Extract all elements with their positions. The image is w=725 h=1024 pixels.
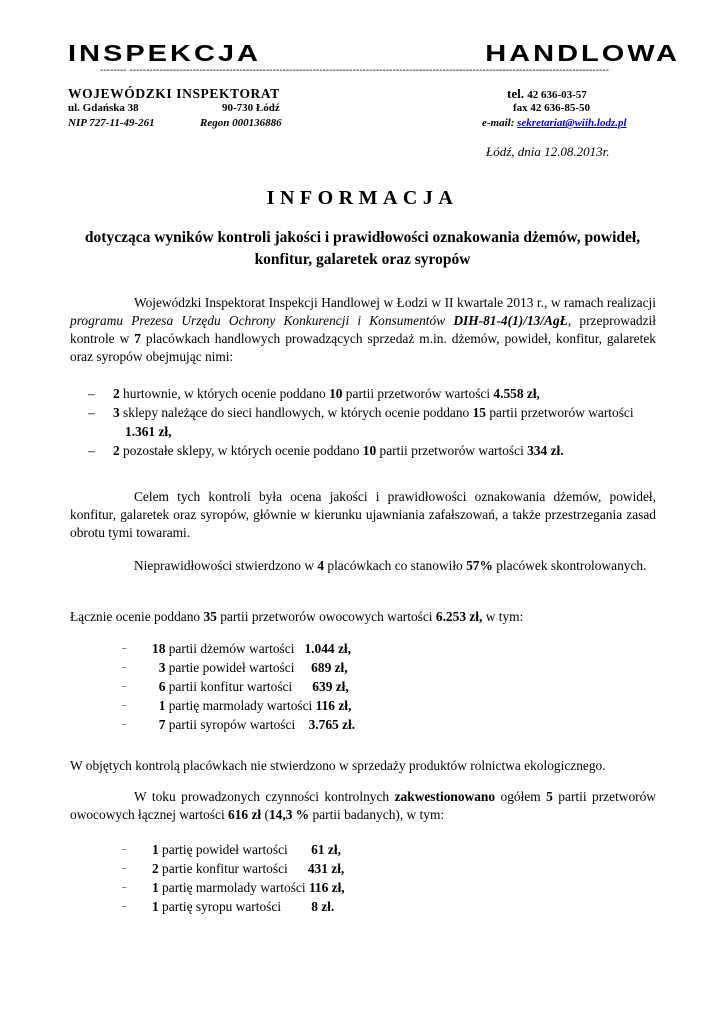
document-date: Łódź, dnia 12.08.2013r. (486, 144, 610, 159)
dash-marker: – (122, 700, 127, 710)
item-count: 7 (152, 717, 166, 732)
dash-marker: – (122, 662, 127, 672)
outlet-text: partii przetworów wartości (342, 386, 494, 401)
item-value: 8 zł. (311, 899, 335, 914)
program-code: DIH-81-4(1)/13/AgŁ (453, 313, 568, 328)
item-count: 1 (152, 880, 159, 895)
total-text-b: partii przetworów owocowych wartości (216, 609, 436, 624)
dash-marker: – (122, 863, 127, 873)
outlet-parts: 10 (329, 386, 343, 401)
item-value: 116 zł, (308, 880, 345, 895)
questioned-text-c: partii przetworów owocowych łącznej wartości (70, 789, 656, 822)
program-name: programu Prezesa Urzędu Ochrony Konkurencji i Konsumentów (70, 313, 446, 328)
dash-marker: – (88, 386, 95, 401)
dash-marker: – (122, 681, 127, 691)
logo-inspekcja-handlowa (68, 40, 680, 67)
item-label: partię marmolady wartości (165, 698, 316, 713)
outlet-count: 7 (134, 331, 141, 346)
total-text-a: Łącznie ocenie poddano (70, 609, 204, 624)
questioned-value: 616 zł (228, 807, 262, 822)
item-count: 1 (152, 698, 166, 713)
dash-marker: – (122, 844, 127, 854)
list-item (122, 878, 345, 897)
outlet-text: sklepy należące do sieci handlowych, w których ocenie poddano (119, 405, 473, 420)
outlet-parts: 10 (362, 443, 377, 458)
outlet-text: partii przetworów wartości (376, 443, 528, 458)
telephone (507, 86, 587, 102)
outlet-text: partii przetworów wartości (485, 405, 634, 420)
item-label: partię marmolady wartości (158, 880, 309, 895)
questioned-text-d: ( (261, 807, 269, 822)
questioned-word: zakwestionowano (394, 789, 496, 804)
questioned-percent: 14,3 % (268, 807, 310, 822)
irregularities-text-b: placówkach co stanowiło (324, 558, 467, 573)
outlet-text: hurtownie, w których ocenie poddano (119, 386, 330, 401)
intro-text-b: , przeprowadził kontrole w (70, 313, 656, 346)
street-address: ul. Gdańska 38 (68, 102, 139, 114)
item-label: partię powideł wartości (158, 842, 312, 857)
outlet-value: 4.558 zł, (493, 386, 540, 401)
nip-number: NIP 727-11-49-261 (68, 117, 155, 129)
item-label: partie konfitur wartości (158, 861, 308, 876)
fax-number: fax 42 636-85-50 (513, 102, 590, 114)
paragraph-purpose: Celem tych kontroli była ocena jakości i prawidłowości oznakowania dżemów, powideł, konfitur, galaretek oraz syropów, głównie w kierunku ujawniania zafałszowań, a także przestrzegania zasad obrotu tymi towarami. (70, 489, 656, 540)
irregularities-text-c: placówek skontrolowanych. (492, 558, 647, 573)
list-item (122, 897, 345, 916)
item-label: partie powideł wartości (165, 660, 312, 675)
outlet-number: 2 (113, 443, 120, 458)
questioned-count: 5 (546, 789, 553, 804)
dash-marker: – (122, 719, 127, 729)
list-item (122, 639, 355, 658)
outlet-text: pozostałe sklepy, w których ocenie poddano (119, 443, 363, 458)
item-count: 6 (152, 679, 166, 694)
header-dash-line: -------- ------------------------------------------------------------------------------------------------------------------------------------------------ (100, 66, 609, 76)
dash-marker: – (122, 882, 127, 892)
list-item (88, 403, 658, 441)
item-value: 3.765 zł. (308, 717, 356, 732)
logo-word-1: INSPEKCJA (68, 40, 261, 67)
paragraph-intro (70, 294, 656, 366)
regon-number: Regon 000136886 (200, 117, 282, 129)
dash-marker: – (122, 901, 127, 911)
total-text-c: w tym: (482, 609, 524, 624)
email-label: e-mail: (482, 117, 515, 129)
tel-label: tel. (507, 86, 524, 101)
item-label: partię syropu wartości (158, 899, 312, 914)
outlet-value: 334 zł. (527, 443, 564, 458)
paragraph-questioned (70, 788, 656, 824)
intro-text-c: placówkach handlowych prowadzących sprzedaż m.in. dżemów, powideł, konfitur, galaretek oraz syropów obejmując nimi: (70, 331, 656, 364)
item-count: 2 (152, 861, 159, 876)
total-parts: 35 (203, 609, 217, 624)
item-count: 1 (152, 899, 159, 914)
irregular-outlets-percent: 57% (466, 558, 493, 573)
dash-marker: – (122, 643, 127, 653)
irregular-outlets-count: 4 (317, 558, 325, 573)
paragraph-total-tested (70, 608, 656, 626)
email-link[interactable]: sekretariat@wiih.lodz.pl (517, 117, 627, 129)
list-item (88, 384, 658, 403)
paragraph-organic: W objętych kontrolą placówkach nie stwierdzono w sprzedaży produktów rolnictwa ekologicznego. (70, 758, 606, 773)
questioned-products-list (122, 840, 345, 916)
tel-value: 42 636-03-57 (527, 89, 587, 101)
questioned-text-a: W toku prowadzonych czynności kontrolnych (134, 789, 395, 804)
outlet-value: 1.361 zł, (125, 424, 172, 439)
paragraph-irregularities (70, 557, 656, 575)
outlet-number: 2 (113, 386, 120, 401)
item-value: 689 zł, (311, 660, 348, 675)
outlets-list (88, 384, 658, 460)
item-label: partii syropów wartości (165, 717, 309, 732)
list-item (122, 859, 345, 878)
item-count: 1 (152, 842, 159, 857)
dash-marker: – (88, 405, 95, 420)
outlet-number: 3 (113, 405, 120, 420)
intro-text-a: Wojewódzki Inspektorat Inspekcji Handlowej w Łodzi w II kwartale 2013 r., w ramach realizacji (134, 295, 656, 310)
item-count: 18 (152, 641, 166, 656)
list-item (88, 441, 658, 460)
tested-products-list (122, 639, 355, 734)
questioned-text-b: ogółem (495, 789, 547, 804)
irregularities-text-a: Nieprawidłowości stwierdzono w (134, 558, 318, 573)
item-count: 3 (152, 660, 166, 675)
item-value: 431 zł, (307, 861, 345, 876)
questioned-text-e: partii badanych), w tym: (309, 807, 445, 822)
email (482, 117, 627, 129)
document-title: INFORMACJA (266, 187, 459, 209)
list-item (122, 658, 355, 677)
item-value: 639 zł, (312, 679, 349, 694)
item-label: partii konfitur wartości (165, 679, 313, 694)
item-label: partii dżemów wartości (165, 641, 305, 656)
item-value: 1.044 zł, (304, 641, 351, 656)
item-value: 116 zł, (315, 698, 352, 713)
outlet-parts: 15 (472, 405, 486, 420)
institution-name: WOJEWÓDZKI INSPEKTORAT (68, 86, 280, 101)
list-item (122, 677, 355, 696)
list-item (122, 840, 345, 859)
list-item (122, 696, 355, 715)
logo-word-2: HANDLOWA (485, 40, 680, 67)
document-subtitle: dotycząca wyników kontroli jakości i prawidłowości oznakowania dżemów, powideł, konfitur, galaretek oraz syropów (84, 229, 641, 268)
item-value: 61 zł, (311, 842, 341, 857)
list-item (122, 715, 355, 734)
postal-city: 90-730 Łódź (222, 102, 280, 114)
dash-marker: – (88, 443, 95, 458)
total-value: 6.253 zł, (435, 609, 483, 624)
